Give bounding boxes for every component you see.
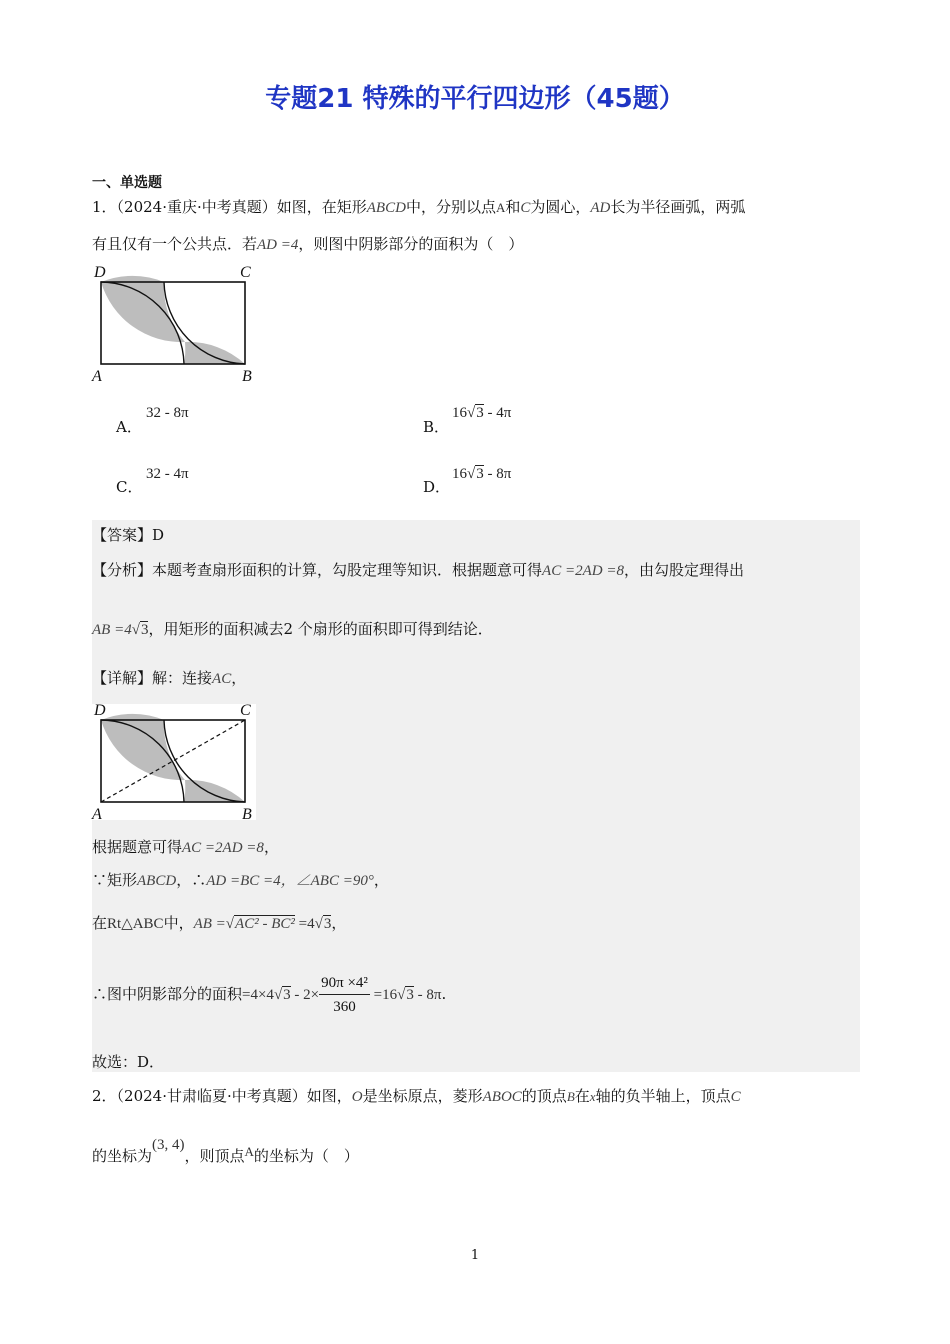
q2-point-b: B	[566, 1089, 575, 1104]
q1-ad: AD	[590, 200, 611, 216]
q2-x: x	[589, 1089, 596, 1104]
detail-figure	[88, 700, 260, 824]
ab-eq-rad: 3	[140, 622, 149, 638]
line-d-rad2: 3	[406, 987, 414, 1003]
page-title: 专题21 特殊的平行四边形（45题）	[265, 84, 685, 114]
analysis-line2: AB =4√3，用矩形的面积减去2 个扇形的面积即可得到结论．	[92, 620, 493, 638]
q1-option-d	[423, 476, 450, 497]
detail-label-b: B	[242, 806, 252, 823]
q1-rect: ABCD	[366, 200, 406, 216]
detail-label: 【详解】	[92, 669, 153, 687]
q2-line2	[92, 1137, 359, 1168]
analysis-eq: AC =2AD =8	[542, 563, 624, 579]
q1-text-b: 中，分别以点	[405, 198, 496, 216]
line-d-eq4: - 8π	[413, 987, 442, 1003]
q1-point-c: C	[520, 200, 531, 216]
line-b-pre: ∵矩形	[92, 871, 138, 889]
q2-text-h: 的坐标为（ ）	[253, 1147, 359, 1165]
line-c-eq-post: =4	[294, 916, 315, 932]
q2-text-a: 2．（2024·甘肃临夏·中考真题）如图，	[92, 1087, 352, 1105]
conclusion-line: 故选：D．	[92, 1053, 165, 1071]
q2-line1	[92, 1085, 741, 1108]
line-d-end: .	[441, 985, 447, 1003]
analysis-text2: ，由勾股定理得出	[623, 561, 744, 579]
q1-line2	[92, 233, 523, 256]
answer-line: 【答案】D	[92, 526, 165, 544]
line-d-rad: 3	[283, 987, 291, 1003]
line-a-pre: 根据题意可得	[92, 838, 183, 856]
q1-text-f: 有且仅有一个公共点．若	[92, 235, 258, 253]
detail-ac: AC	[212, 671, 232, 687]
line-c-pre: 在	[92, 914, 108, 932]
q1-label-d: D	[94, 264, 106, 281]
detail-label-d: D	[94, 702, 106, 719]
line-d-num: 90π ×4²	[319, 974, 370, 995]
line-c-end: ，	[331, 914, 347, 932]
option-c-letter: C．	[116, 478, 143, 496]
q1-point-a: A	[495, 200, 506, 215]
q2-point-c: C	[730, 1089, 741, 1105]
q2-coord: (3, 4)	[152, 1137, 185, 1153]
option-a-expr: 32 - 8π	[146, 405, 189, 421]
q1-option-c	[116, 476, 142, 497]
detail-line-a	[92, 836, 279, 859]
line-d-pre: ∴图中阴影部分的面积	[92, 985, 243, 1003]
line-a-end: ，	[263, 838, 279, 856]
option-a-letter: A．	[116, 418, 142, 436]
line-a-eq: AC =2AD =8	[182, 840, 264, 856]
q2-text-e: 轴的负半轴上，顶点	[595, 1087, 731, 1105]
option-b-post: - 4π	[483, 405, 512, 421]
line-c-eq-pre: AB =	[193, 916, 226, 932]
line-b-sym: ，∴	[176, 871, 207, 889]
q2-point-a: A	[244, 1144, 254, 1159]
option-d-expr: 16√3 - 8π	[452, 466, 512, 482]
line-d-eq2: - 2×	[290, 987, 320, 1003]
line-c-mid: 中，	[163, 914, 194, 932]
q1-figure	[88, 262, 260, 386]
q2-text-f: 的坐标为	[92, 1147, 153, 1165]
q1-label-b: B	[242, 368, 252, 385]
analysis-line1	[92, 559, 744, 582]
line-d-den: 360	[333, 999, 356, 1015]
q1-text-c: 和	[505, 198, 521, 216]
q2-text-c: 的顶点	[521, 1087, 567, 1105]
q1-text-e: 长为半径画弧，两弧	[610, 198, 746, 216]
option-b-pre: 16	[452, 405, 467, 421]
q1-text-d: 为圆心，	[530, 198, 591, 216]
analysis-text: 本题考查扇形面积的计算，勾股定理等知识．根据题意可得	[152, 561, 543, 579]
q1-line1	[92, 196, 745, 219]
line-c-rad: AC² - BC²	[235, 916, 295, 932]
line-d-fraction	[319, 974, 370, 1016]
line-c-tri: Rt△ABC	[107, 916, 164, 932]
option-d-rad: 3	[476, 466, 484, 482]
q2-text-g: ，则顶点	[184, 1147, 245, 1165]
analysis-label: 【分析】	[92, 561, 153, 579]
q1-label-a: A	[92, 368, 102, 385]
section-heading: 一、单选题	[92, 175, 162, 191]
line-b-end: ，	[373, 871, 389, 889]
line-c-rad2: 3	[323, 916, 332, 932]
option-b-rad: 3	[476, 405, 484, 421]
detail-label-c: C	[240, 702, 251, 719]
q1-shade-top	[101, 276, 185, 342]
detail-line	[92, 667, 246, 690]
q1-ad-eq: AD =4	[257, 237, 299, 253]
option-b-letter: B．	[423, 418, 450, 436]
q1-label-c: C	[240, 264, 251, 281]
line-d-eq3: =16	[369, 987, 398, 1003]
line-d-eq1: =4×4	[242, 987, 274, 1003]
q2-text-b: 是坐标原点，菱形	[362, 1087, 483, 1105]
q2-rhombus: ABOC	[482, 1089, 522, 1105]
detail-comma: ，	[231, 669, 247, 687]
page-number: 1	[470, 1248, 480, 1263]
option-b-expr: 16√3 - 4π	[452, 405, 512, 421]
option-d-letter: D．	[423, 478, 451, 496]
detail-label-a: A	[92, 806, 102, 823]
q1-text-g: ，则图中阴影部分的面积为（ ）	[298, 235, 524, 253]
option-d-post: - 8π	[483, 466, 512, 482]
detail-line-c: 在Rt△ABC中，AB =√AC² - BC² =4√3，	[92, 914, 347, 932]
q1-arc-c	[164, 282, 245, 364]
option-d-pre: 16	[452, 466, 467, 482]
q2-text-d: 在	[574, 1087, 590, 1105]
detail-line-d: ∴图中阴影部分的面积=4×4√3 - 2× $\frac{\text{90π ×4²}}{360}$ =16√3 - 8π.	[92, 975, 447, 1015]
line-b-rect: ABCD	[137, 873, 177, 889]
q1-option-b	[423, 416, 449, 437]
detail-text: 解：连接	[152, 669, 213, 687]
q2-o: O	[351, 1089, 363, 1105]
detail-line-b	[92, 869, 389, 892]
ab-eq-pre: AB =4	[92, 622, 132, 638]
q1-option-a	[116, 416, 142, 437]
analysis-text3: ，用矩形的面积减去2 个扇形的面积即可得到结论．	[148, 620, 493, 638]
line-b-eq2: ，∠ABC =90°	[280, 873, 374, 889]
option-c-expr: 32 - 4π	[146, 466, 189, 482]
q1-shade-bottom	[184, 342, 245, 364]
line-b-eq: AD =BC =4	[206, 873, 281, 889]
q1-text-a: 1．（2024·重庆·中考真题）如图，在矩形	[92, 198, 367, 216]
